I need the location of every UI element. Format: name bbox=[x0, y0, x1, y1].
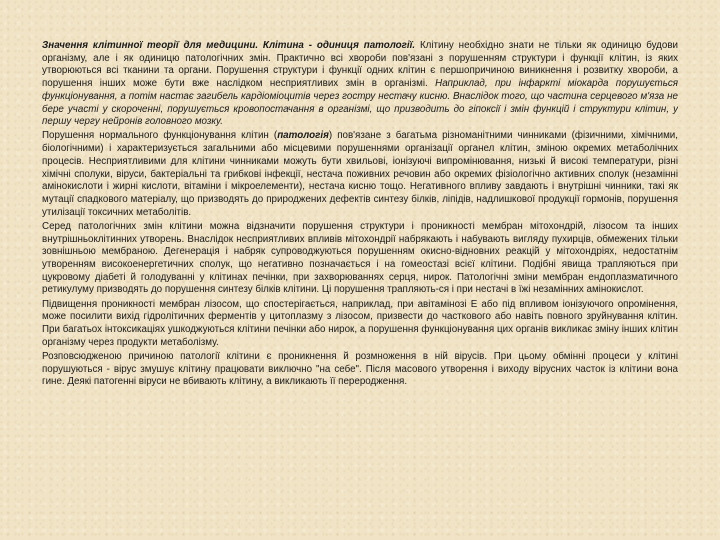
paragraph-text: Серед патологічних змін клітини можна відзначити порушення структури і проникності мембран мітохондрій, лізосом та інших внутрішньоклітинних утворень. Внаслідок несприятливих впливів мітохондрії набрякають і набувають вигляду пухирців, обмежених тільки зовнішньою мембраною. Дегенерація і набряк супроводжуються порушенням окисно-відновних реакцій у мітохондріях, недостатнім утворенням високоенергетичних сполук, що негативно позначається і на гомеостазі всієї клітини. Подібні явища трапляються при цукровому діабеті й голодуванні у клітинах печінки, при захворюваннях серця, нирок. Патологічні зміни мембран ендоплазматичного ретикулуму призводять до порушення синтезу білків клітини. Ці порушення трапляють-ся і при нестачі в їжі незамінних амінокислот. bbox=[42, 220, 678, 296]
paragraph-text: Підвищення проникності мембран лізосом, що спостерігається, наприклад, при авітамінозі Е або під впливом іонізуючого опромінення, може посилити вихід гідролітичних ферментів у цитоплазму з лізосом, призвести до часткового або навіть повного зруйнування клітин. При багатьох інтоксикаціях ушкоджуються клітини печінки або нирок, а порушення функціонування цих органів викликає зміну інших клітин організму через продукти метаболізму. bbox=[42, 298, 678, 348]
paragraph-text: Клітину необхідно знати не тільки як одиницю будови організму, але і як одиницю патологічних змін. Практично всі хвороби пов'язані з порушенням структури і функції клітин, із яких утворюються всі тканини та органи. Порушення структури і функції одних клітин є першопричиною виникнення і розвитку хвороби, а порушення інших може бути вже наслідком несприятливих змін в організмі. bbox=[42, 40, 678, 90]
paragraph-text: ) пов'язане з багатьма різноманітними чинниками (фізичними, хімічними, біологічними) і характеризується загальними або місцевими порушеннями організації органел клітин, зміною окремих метаболічних процесів. Несприятливими для клітини чинниками можуть бути хвильові, іонізуючі випромінювання, низькі й високі температури, різні хімічні сполуки, віруси, бактеріальні та грибкові інфекції, нестача поживних речовин або окремих фізіологічно активних сполук (незамінні амінокислоти і жирні кислоти, вітаміни і мікроелементи), нестача кисню тощо. Негативного впливу завдають і внутрішні чинники, такі як мутації спадкового матеріалу, що призводять до природжених дефектів синтезу білків, ліпідів, надлишкової продукції гормонів, порушення утилізації токсичних метаболітів. bbox=[42, 130, 678, 218]
paragraph-lysosome-permeability bbox=[42, 299, 678, 350]
paragraph-pathology-factors bbox=[42, 130, 678, 219]
infarction-example-text: Наприклад, при інфаркті міокарда порушується функціонування, а потім настає загибель кардіоміоцитів через гостру нестачу кисню. Внаслідок того, що частина серцевого м'яза не бере участі у скороченні, порушується кровопостачання в організмі, що призводить до гіпоксії і змін функцій і структури клітин, у першу чергу нейронів головного мозку. bbox=[42, 78, 678, 128]
paragraph-heading: Значення клітинної теорії для медицини. Клітина - одиниця патології. bbox=[42, 40, 416, 51]
paragraph-cell-pathology-unit bbox=[42, 40, 678, 129]
paragraph-membrane-changes bbox=[42, 221, 678, 297]
slide-text-body bbox=[42, 40, 678, 510]
paragraph-viral-pathology bbox=[42, 351, 678, 389]
pathology-term: патологія bbox=[277, 130, 329, 142]
paragraph-text: Розповсюдженою причиною патології клітини є проникнення й розмноження в ній вірусів. При цьому обмінні процеси у клітині порушуються - вірус змушує клітину працювати виключно "на себе". Після масового утворення і виходу вірусних часток із клітини вона гине. Деякі патогенні віруси не вбивають клітину, а викликають її переродження. bbox=[42, 350, 678, 388]
paragraph-text: Порушення нормального функціонування клітин ( bbox=[42, 130, 278, 142]
